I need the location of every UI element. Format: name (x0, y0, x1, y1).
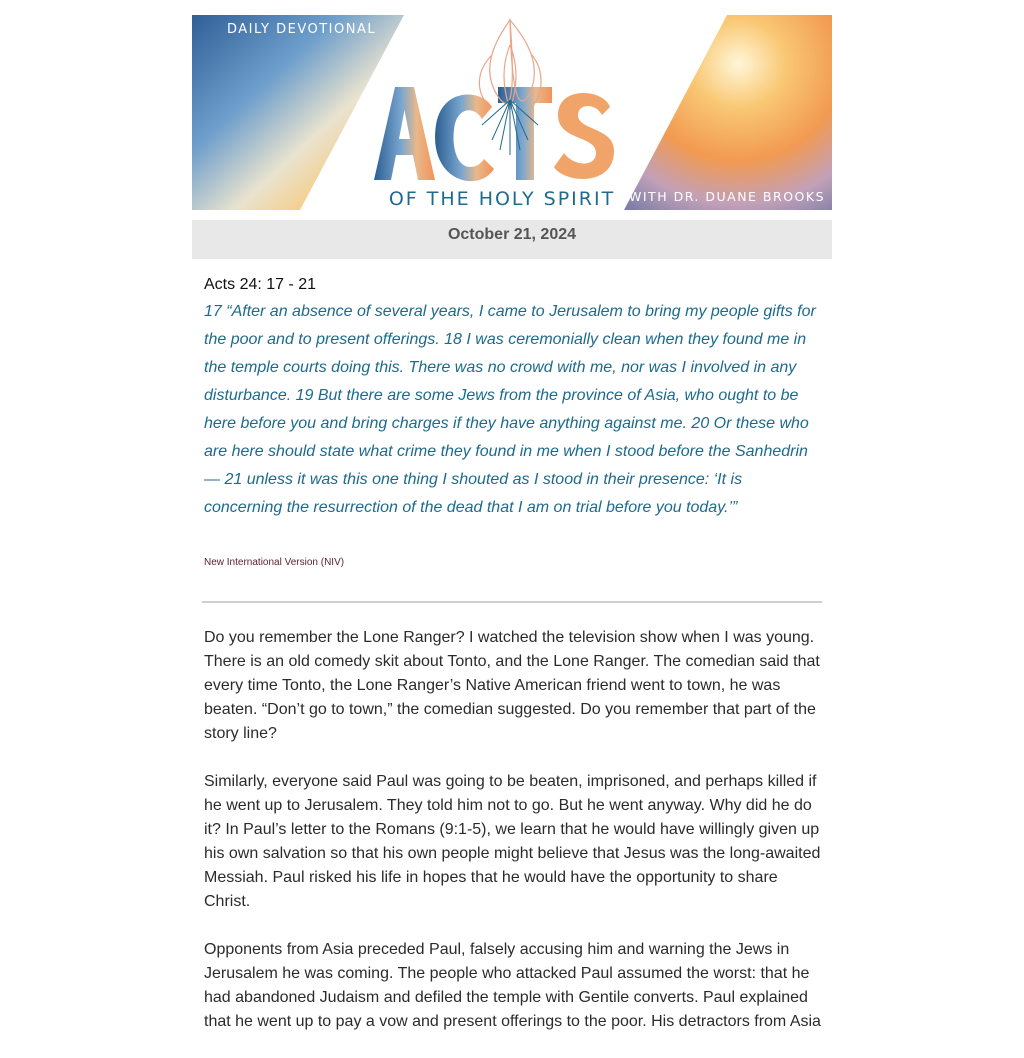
body-paragraph: Opponents from Asia preceded Paul, falsely accusing him and warning the Jews in Jerusalem he was coming. The people who attacked Paul assumed the worst: that he had abandoned Judaism and defiled the temple with Gentile converts. Paul explained that he went up to pay a vow and present offerings to the poor. His detractors from Asia (204, 941, 821, 1030)
series-subtitle-text: OF THE HOLY SPIRIT (388, 188, 616, 210)
body-paragraph: Do you remember the Lone Ranger? I watched the television show when I was young. There is an old comedy skit about Tonto, and the Lone Ranger. The comedian said that every time Tonto, the Lone Ranger’s Native American friend went to town, he was beaten. “Don’t go to town,” the comedian suggested. Do you remember that part of the story line? (204, 629, 820, 742)
banner-artwork (192, 15, 832, 210)
scripture-text: 17 “After an absence of several years, I came to Jerusalem to bring my people gifts for the poor and to present offerings. 18 I was ceremonially clean when they found me in the temple courts doing this. There was no crowd with me, nor was I involved in any disturbance. 19 But there are some Jews from the province of Asia, who ought to be here before you and bring charges if they have anything against me. 20 Or these who are here should state what crime they found in me when I stood before the Sanhedrin — 21 unless it was this one thing I shouted as I stood in their presence: ‘It is concerning the resurrection of the dead that I am on trial before you today.’” (204, 303, 816, 516)
body-paragraph: Similarly, everyone said Paul was going to be beaten, imprisoned, and perhaps killed if he went up to Jerusalem. They told him not to go. But he went anyway. Why did he do it? In Paul’s letter to the Romans (9:1-5), we learn that he would have willingly given up his own salvation so that his own people might believe that Jesus was the long-awaited Messiah. Paul risked his life in hopes that he would have the opportunity to share Christ. (204, 773, 821, 910)
header-banner (192, 15, 832, 210)
section-divider (202, 601, 822, 603)
scripture-section (204, 270, 824, 568)
bible-version-label: New International Version (NIV) (204, 557, 345, 568)
left-sky-panel (192, 15, 404, 210)
daily-devotional-label: DAILY DEVOTIONAL (227, 22, 377, 37)
author-label: WITH DR. DUANE BROOKS (629, 189, 825, 204)
scripture-reference: Acts 24: 17 - 21 (204, 276, 317, 293)
acts-logo-letters (374, 87, 614, 181)
right-sky-panel (624, 15, 832, 210)
devotional-body (204, 626, 824, 1058)
devotional-date: October 21, 2024 (192, 220, 832, 259)
